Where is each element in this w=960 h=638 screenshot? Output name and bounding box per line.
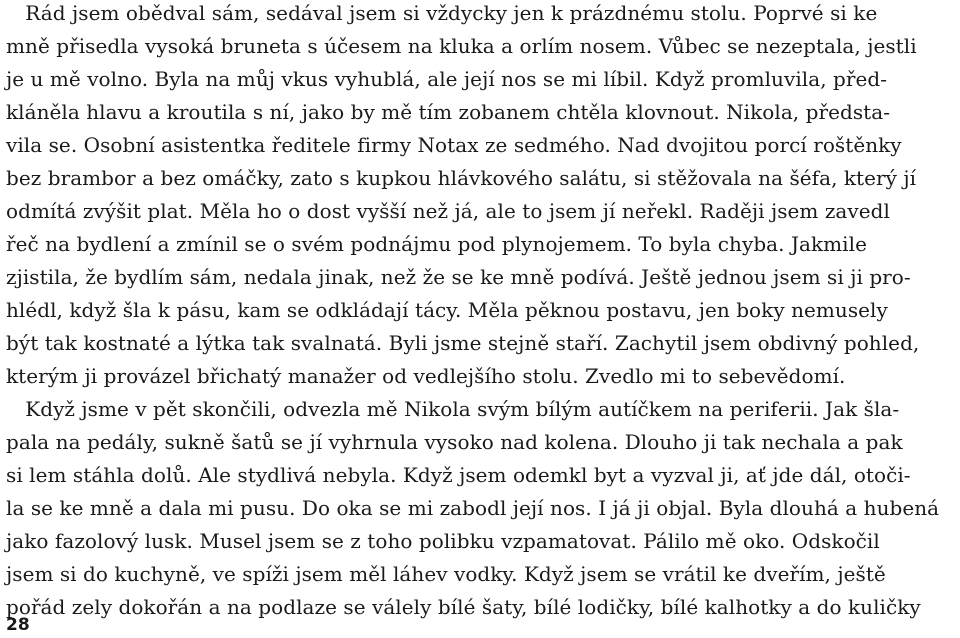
text-line: pořád zely dokořán a na podlaze se válely bílé šaty, bílé lodičky, bílé kalhotky a do kuličky (6, 595, 921, 619)
text-line: jako fazolový lusk. Musel jsem se z toho polibku vzpamatovat. Pálilo mě oko. Odskočil (6, 529, 880, 553)
text-line: Když jsme v pět skončili, odvezla mě Nikola svým bílým autíčkem na periferii. Jak šla- (6, 397, 900, 421)
text-line: Rád jsem obědval sám, sedával jsem si vždycky jen k prázdnému stolu. Poprvé si ke (6, 1, 878, 25)
text-line: pala na pedály, sukně šatů se jí vyhrnula vysoko nad kolena. Dlouho ji tak nechala a pak (6, 430, 903, 454)
page-number: 28 (6, 615, 30, 635)
text-line: být tak kostnaté a lýtka tak svalnatá. Byli jsme stejně staří. Zachytil jsem obdivný pohled, (6, 331, 920, 355)
text-line: hlédl, když šla k pásu, kam se odkládají tácy. Měla pěknou postavu, jen boky nemusely (6, 298, 888, 322)
text-line: kláněla hlavu a kroutila s ní, jako by mě tím zobanem chtěla klovnout. Nikola, předsta- (6, 100, 891, 124)
text-line: vila se. Osobní asistentka ředitele firmy Notax ze sedmého. Nad dvojitou porcí roštěnky (6, 133, 902, 157)
text-line: bez brambor a bez omáčky, zato s kupkou hlávkového salátu, si stěžovala na šéfa, který jí (6, 166, 917, 190)
text-line: odmítá zvýšit plat. Měla ho o dost vyšší než já, ale to jsem jí neřekl. Raději jsem zavedl (6, 199, 890, 223)
text-line: la se ke mně a dala mi pusu. Do oka se mi zabodl její nos. I já ji objal. Byla dlouhá a hubená (6, 496, 940, 520)
text-line: jsem si do kuchyně, ve spíži jsem měl láhev vodky. Když jsem se vrátil ke dveřím, ještě (6, 562, 886, 586)
text-line: mně přisedla vysoká bruneta s účesem na kluka a orlím nosem. Vůbec se nezeptala, jestli (6, 34, 917, 58)
text-line: zjistila, že bydlím sám, nedala jinak, než že se ke mně podívá. Ještě jednou jsem si ji pro- (6, 265, 911, 289)
text-line: je u mě volno. Byla na můj vkus vyhublá, ale její nos se mi líbil. Když promluvila, před- (6, 67, 888, 91)
text-line: si lem stáhla dolů. Ale stydlivá nebyla. Když jsem odemkl byt a vyzval ji, ať jde dál, otoči- (6, 463, 911, 487)
text-line: řeč na bydlení a zmínil se o svém podnájmu pod plynojemem. To byla chyba. Jakmile (6, 232, 867, 256)
text-line: kterým ji provázel břichatý manažer od vedlejšího stolu. Zvedlo mi to sebevědomí. (6, 364, 846, 388)
